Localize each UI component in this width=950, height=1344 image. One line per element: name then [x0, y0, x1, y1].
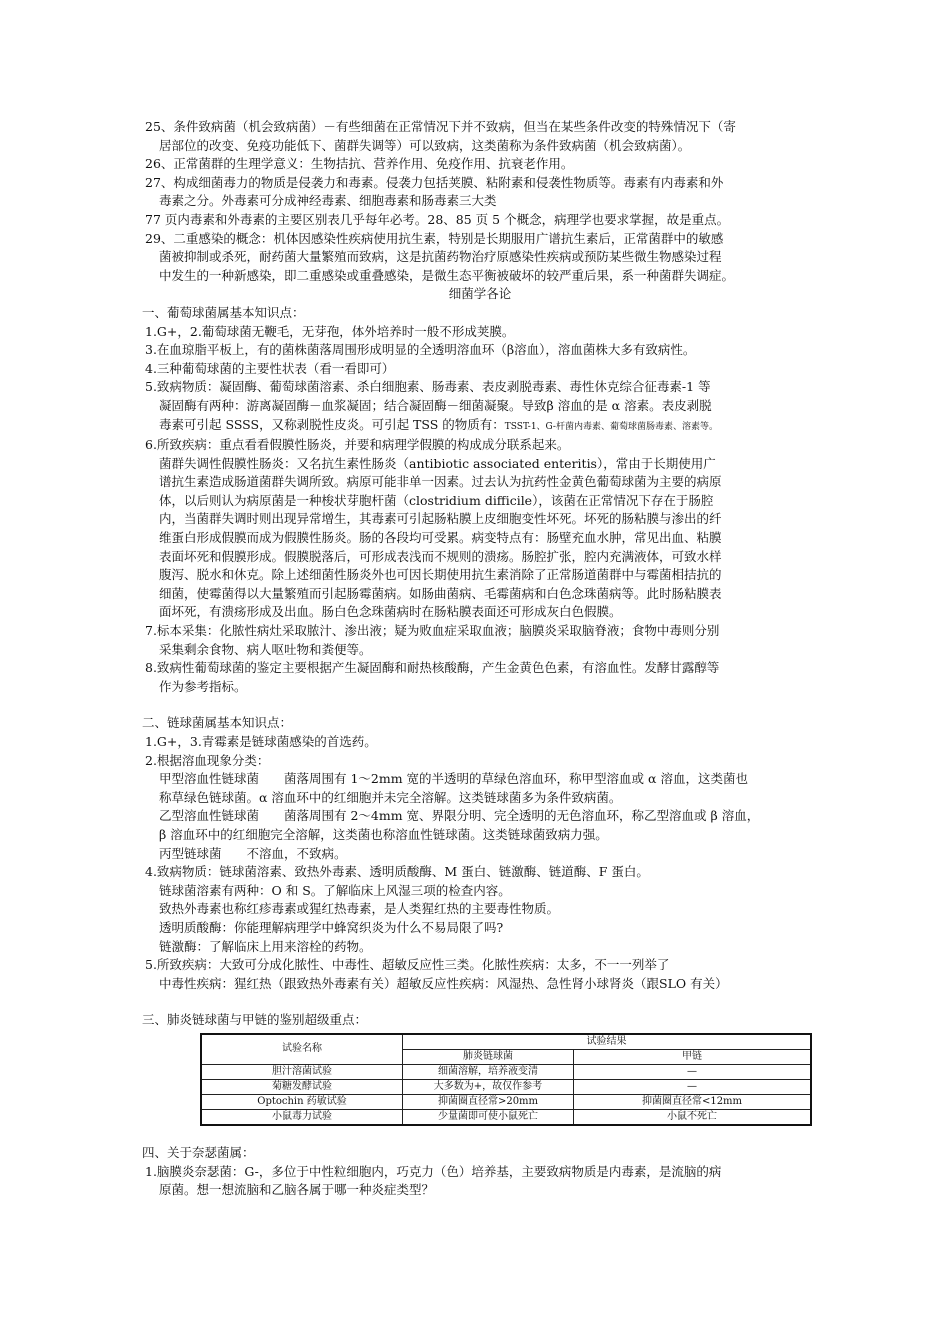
staph-point-8: 8.致病性葡萄球菌的鉴定主要根据产生凝固酶和耐热核酸酶，产生金黄色色素，有溶血性。发酵甘露醇等 — [145, 660, 720, 676]
staph-point-5-cont-2 — [145, 416, 815, 437]
staph-point-1: 1.G+，2.葡萄球菌无鞭毛，无芽孢，体外培养时一般不形成荚膜。 — [145, 323, 515, 339]
staph-point-5-cont: 凝固酶有两种：游离凝固酶－血浆凝固；结合凝固酶－细菌凝聚。导致β 溶血的是 α 溶素。表皮剥脱 — [159, 397, 712, 413]
table-cell-alpha: — — [574, 1079, 812, 1094]
staph-point-6: 6.所致疾病：重点看看假膜性肠炎，并要和病理学假膜的构成成分联系起来。 — [145, 437, 570, 453]
staph-point-5: 5.致病物质：凝固酶、葡萄球菌溶素、杀白细胞素、肠毒素、表皮剥脱毒素、毒性休克综合征毒素-1 等 — [145, 379, 711, 395]
strep-beta-1: 乙型溶血性链球菌 菌落周围有 2～4mm 宽、界限分明、完全透明的无色溶血环，称乙型溶血或 β 溶血， — [159, 808, 760, 824]
table-header-alpha: 甲链 — [574, 1049, 812, 1064]
section-title: 细菌学各论 — [448, 286, 512, 302]
strep-beta-2: β 溶血环中的红细胞完全溶解，这类菌也称溶血性链球菌。这类链球菌致病力强。 — [159, 826, 608, 842]
table-row — [201, 1094, 811, 1109]
neisseria-point-1: 1.脑膜炎奈瑟菌：G-，多位于中性粒细胞内，巧克力（色）培养基，主要致病物质是内毒素，是流脑的病 — [145, 1163, 722, 1179]
staph-point-6-line-5: 维蛋白形成假膜而成为假膜性肠炎。肠的各段均可受累。病变特点有：肠壁充血水肿，常见出血、粘膜 — [159, 530, 722, 546]
neisseria-heading: 四、关于奈瑟菌属： — [142, 1144, 255, 1160]
strep-point-5: 5.所致疾病：大致可分成化脓性、中毒性、超敏反应性三类。化脓性疾病：太多，不一一列举了 — [145, 957, 670, 973]
item-25: 25、条件致病菌（机会致病菌）－有些细菌在正常情况下并不致病，但当在某些条件改变的特殊情况下（寄 — [145, 119, 736, 134]
item-29-cont-2: 中发生的一种新感染，即二重感染或重叠感染，是微生态平衡被破坏的较严重后果，系一种菌群失调症。 — [159, 267, 735, 283]
strep-point-2: 2.根据溶血现象分类： — [145, 752, 270, 768]
table-header-result: 试验结果 — [403, 1034, 812, 1050]
staph-heading: 一、葡萄球菌属基本知识点： — [142, 304, 305, 320]
staph-point-6-line-9: 面坏死，有溃疡形成及出血。肠白色念珠菌病时在肠粘膜表面还可形成灰白色假膜。 — [159, 604, 622, 620]
staph-point-6-line-2: 谱抗生素造成肠道菌群失调所致。病原可能非单一因素。过去认为抗药性金黄色葡萄球菌为主要的病原 — [159, 474, 722, 490]
strep-point-4-line-3: 透明质酸酶：你能理解病理学中蜂窝织炎为什么不易局限了吗? — [159, 919, 504, 935]
staph-point-6-line-8: 细菌，使霉菌得以大量繁殖而引起肠霉菌病。如肠曲菌病、毛霉菌病和白色念珠菌病等。此时肠粘膜表 — [159, 585, 722, 601]
table-cell-alpha: 小鼠不死亡 — [574, 1109, 812, 1125]
strep-point-4-line-1: 链球菌溶素有两种：O 和 S。了解临床上风湿三项的检查内容。 — [159, 882, 511, 898]
staph-tss-small: TSST-1、G-杆菌内毒素、葡萄球菌肠毒素、溶素等。 — [504, 421, 718, 432]
table-cell-name: 菊糖发酵试验 — [201, 1079, 403, 1094]
table-cell-pneumo: 抑菌圈直径常>20mm — [403, 1094, 574, 1109]
item-25-cont: 居部位的改变、免疫功能低下、菌群失调等）可以致病，这类菌称为条件致病菌（机会致病菌）。 — [159, 137, 691, 153]
table-row — [201, 1064, 811, 1079]
item-27-cont: 毒素之分。外毒素可分成神经毒素、细胞毒素和肠毒素三大类 — [159, 193, 497, 209]
staph-point-6-line-7: 腹泻、脱水和休克。除上述细菌性肠炎外也可因长期使用抗生素消除了正常肠道菌群中与霉菌相拮抗的 — [159, 567, 722, 583]
pneumo-heading: 三、肺炎链球菌与甲链的鉴别超级重点： — [142, 1012, 368, 1028]
item-29: 29、二重感染的概念：机体因感染性疾病使用抗生素，特别是长期服用广谱抗生素后，正常菌群中的敏感 — [145, 230, 724, 246]
strep-heading: 二、链球菌属基本知识点： — [142, 715, 293, 731]
table-cell-alpha: — — [574, 1064, 812, 1079]
strep-gamma: 丙型链球菌 不溶血，不致病。 — [159, 845, 347, 861]
document-page — [142, 118, 815, 1200]
item-29-cont-1: 菌被抑制或杀死，耐药菌大量繁殖而致病，这是抗菌药物治疗原感染性疾病或预防某些微生物感染过程 — [159, 249, 722, 265]
table-row — [201, 1079, 811, 1094]
table-cell-pneumo: 细菌溶解，培养液变清 — [403, 1064, 574, 1079]
table-header-pneumo: 肺炎链球菌 — [403, 1049, 574, 1064]
item-27: 27、构成细菌毒力的物质是侵袭力和毒素。侵袭力包括荚膜、粘附素和侵袭性物质等。毒素有内毒素和外 — [145, 174, 724, 190]
strep-point-5-cont: 中毒性疾病：猩红热（跟致热外毒素有关）超敏反应性疾病：风湿热、急性肾小球肾炎（跟SLO 有关） — [159, 975, 728, 991]
table-header-row — [201, 1034, 811, 1050]
note-77: 77 页内毒素和外毒素的主要区别表几乎每年必考。28、85 页 5 个概念，病理学也要求掌握，故是重点。 — [145, 211, 730, 227]
comparison-table — [200, 1033, 812, 1126]
staph-point-6-line-4: 内，当菌群失调时则出现异常增生，其毒素可引起肠粘膜上皮细胞变性坏死。坏死的肠粘膜与渗出的纤 — [159, 511, 722, 527]
strep-alpha-2: 称草绿色链球菌。α 溶血环中的红细胞并未完全溶解。这类链球菌多为条件致病菌。 — [159, 789, 622, 805]
table-cell-name: 小鼠毒力试验 — [201, 1109, 403, 1125]
staph-point-8-cont: 作为参考指标。 — [159, 678, 247, 694]
table-row — [201, 1109, 811, 1125]
staph-point-6-line-3: 体，以后则认为病原菌是一种梭状芽胞杆菌（clostridium difficile），该菌在正常情况下存在于肠腔 — [159, 492, 714, 508]
table-header-test: 试验名称 — [201, 1034, 403, 1065]
spacer — [145, 993, 815, 1011]
staph-point-7-cont: 采集剩余食物、病人呕吐物和粪便等。 — [159, 641, 372, 657]
neisseria-point-1-cont: 原菌。想一想流脑和乙脑各属于哪一种炎症类型？ — [159, 1182, 435, 1198]
staph-point-6-line-6: 表面坏死和假膜形成。假膜脱落后，可形成表浅而不规则的溃疡。肠腔扩张，腔内充满液体，可致水样 — [159, 548, 722, 564]
spacer — [145, 1126, 815, 1144]
table-cell-alpha: 抑菌圈直径常<12mm — [574, 1094, 812, 1109]
table-cell-pneumo: 少量菌即可使小鼠死亡 — [403, 1109, 574, 1125]
strep-point-1: 1.G+，3.青霉素是链球菌感染的首选药。 — [145, 734, 377, 749]
strep-point-4-line-4: 链激酶：了解临床上用来溶栓的药物。 — [159, 938, 372, 954]
staph-point-4: 4.三种葡萄球菌的主要性状表（看一看即可） — [145, 360, 395, 376]
strep-point-4: 4.致病物质：链球菌溶素、致热外毒素、透明质酸酶、M 蛋白、链激酶、链道酶、F 蛋白。 — [145, 864, 649, 880]
table-cell-pneumo: 大多数为+，故仅作参考 — [403, 1079, 574, 1094]
staph-tss-text: 毒素可引起 SSSS，又称剥脱性皮炎。可引起 TSS 的物质有： — [159, 416, 505, 432]
table-cell-name: 胆汁溶菌试验 — [201, 1064, 403, 1079]
strep-point-4-line-2: 致热外毒素也称红疹毒素或猩红热毒素，是人类猩红热的主要毒性物质。 — [159, 901, 560, 917]
staph-point-3: 3.在血琼脂平板上，有的菌株菌落周围形成明显的全透明溶血环（β溶血），溶血菌株大多有致病性。 — [145, 342, 696, 358]
staph-point-7: 7.标本采集：化脓性病灶采取脓汁、渗出液；疑为败血症采取血液；脑膜炎采取脑脊液；食物中毒则分别 — [145, 623, 720, 639]
table-cell-name: Optochin 药敏试验 — [201, 1094, 403, 1109]
item-26: 26、正常菌群的生理学意义：生物拮抗、营养作用、免疫作用、抗衰老作用。 — [145, 156, 574, 172]
strep-alpha-1: 甲型溶血性链球菌 菌落周围有 1～2mm 宽的半透明的草绿色溶血环，称甲型溶血或 α 溶血，这类菌也 — [159, 771, 748, 787]
spacer — [145, 696, 815, 714]
staph-point-6-line-1: 菌群失调性假膜性肠炎：又名抗生素性肠炎（antibiotic associated enteritis），常由于长期使用广 — [159, 455, 716, 471]
